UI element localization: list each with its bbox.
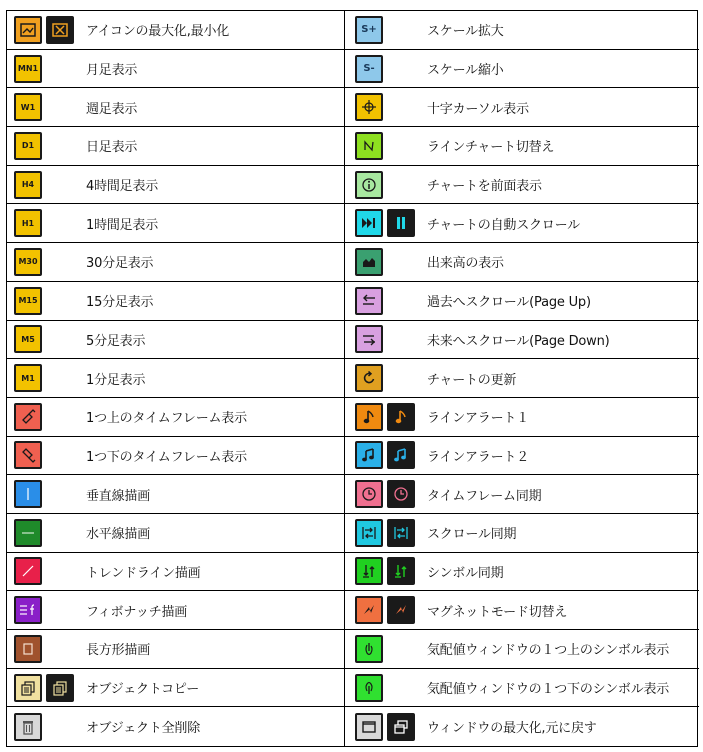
- fibonacci-icon: [14, 596, 42, 624]
- h1-icon: [14, 209, 42, 237]
- icon-group: [355, 16, 423, 44]
- row-label: マグネットモード切替え: [427, 604, 568, 620]
- m15-icon: [14, 287, 42, 315]
- crosshair-icon: [355, 93, 383, 121]
- maximize-icon: [14, 16, 42, 44]
- row-label: フィボナッチ描画: [86, 604, 188, 620]
- row-label: チャートを前面表示: [427, 179, 542, 195]
- icon-group: [355, 713, 423, 741]
- icon-group: [355, 596, 423, 624]
- row-label: オブジェクトコピー: [86, 682, 199, 698]
- table-row: [345, 50, 699, 89]
- row-label: ラインアラート２: [427, 449, 530, 465]
- row-label: ラインアラート１: [427, 411, 530, 427]
- icon-group: [14, 557, 82, 585]
- copy-icon: [14, 674, 42, 702]
- row-label: 1分足表示: [86, 372, 146, 388]
- chart-front-icon: [355, 171, 383, 199]
- row-label: 過去へスクロール(Page Up): [427, 295, 591, 311]
- row-label: 長方形描画: [86, 643, 151, 659]
- icon-group: [14, 480, 82, 508]
- magnet-dark-icon: [387, 596, 415, 624]
- icon-group: [14, 209, 82, 237]
- table-row: [7, 475, 345, 514]
- scroll-past-icon: [355, 287, 383, 315]
- table-row: [7, 707, 345, 746]
- table-row: [345, 553, 699, 592]
- table-row: [7, 321, 345, 360]
- row-label: 日足表示: [86, 140, 138, 156]
- icon-caption: M5: [21, 334, 35, 344]
- window-maximize-icon: [355, 713, 383, 741]
- window-restore-icon: [387, 713, 415, 741]
- icon-caption: MN1: [17, 64, 39, 74]
- row-label: 1時間足表示: [86, 217, 159, 233]
- row-label: 4時間足表示: [86, 179, 159, 195]
- table-row: [345, 243, 699, 282]
- table-row: [7, 88, 345, 127]
- scale-down-icon: [355, 55, 383, 83]
- icon-caption: M15: [18, 296, 38, 306]
- icon-group: [355, 55, 423, 83]
- row-label: 5分足表示: [86, 333, 146, 349]
- icon-caption: M1: [21, 373, 35, 383]
- table-row: [7, 11, 345, 50]
- icon-group: [14, 519, 82, 547]
- table-row: [7, 398, 345, 437]
- table-row: [7, 166, 345, 205]
- row-label: ラインチャート切替え: [427, 140, 555, 156]
- icon-group: [14, 287, 82, 315]
- table-row: [345, 475, 699, 514]
- table-row: [345, 321, 699, 360]
- d1-icon: [14, 132, 42, 160]
- trash-icon: [14, 713, 42, 741]
- icon-caption: W1: [20, 102, 36, 112]
- table-row: [7, 514, 345, 553]
- icon-group: [355, 248, 423, 276]
- table-row: [345, 359, 699, 398]
- autoscroll-icon: [355, 209, 383, 237]
- row-label: シンボル同期: [427, 565, 504, 581]
- table-row: [7, 553, 345, 592]
- table-row: [7, 50, 345, 89]
- table-row: [7, 591, 345, 630]
- line-alert-2-dark-icon: [387, 441, 415, 469]
- copy-dark-icon: [46, 674, 74, 702]
- scroll-sync-dark-icon: [387, 519, 415, 547]
- horizontal-line-icon: [14, 519, 42, 547]
- row-label: 垂直線描画: [86, 488, 151, 504]
- icon-group: [355, 132, 423, 160]
- row-label: 1つ下のタイムフレーム表示: [86, 449, 247, 465]
- h4-icon: [14, 171, 42, 199]
- icon-group: [14, 325, 82, 353]
- row-label: スクロール同期: [427, 527, 517, 543]
- m30-icon: [14, 248, 42, 276]
- table-row: [345, 669, 699, 708]
- row-label: 気配値ウィンドウの１つ上のシンボル表示: [427, 643, 670, 659]
- icon-group: [14, 674, 82, 702]
- timeframe-down-icon: [14, 441, 42, 469]
- table-row: [7, 669, 345, 708]
- icon-group: [355, 171, 423, 199]
- icon-caption: H4: [21, 180, 35, 190]
- row-label: 気配値ウィンドウの１つ下のシンボル表示: [427, 682, 670, 698]
- icon-group: [14, 248, 82, 276]
- row-label: オブジェクト全削除: [86, 721, 201, 737]
- mn1-icon: [14, 55, 42, 83]
- icon-group: [14, 403, 82, 431]
- icon-group: [14, 93, 82, 121]
- timeframe-sync-icon: [355, 480, 383, 508]
- table-row: [7, 359, 345, 398]
- trendline-icon: [14, 557, 42, 585]
- row-label: 週足表示: [86, 101, 138, 117]
- minimize-icon: [46, 16, 74, 44]
- vertical-line-icon: [14, 480, 42, 508]
- w1-icon: [14, 93, 42, 121]
- icon-group: [355, 325, 423, 353]
- icon-group: [355, 209, 423, 237]
- icon-group: [14, 364, 82, 392]
- icon-group: [355, 557, 423, 585]
- icon-group: [14, 635, 82, 663]
- icon-group: [14, 441, 82, 469]
- autoscroll-pause-icon: [387, 209, 415, 237]
- icon-group: [14, 713, 82, 741]
- magnet-icon: [355, 596, 383, 624]
- table-row: [7, 127, 345, 166]
- line-chart-icon: [355, 132, 383, 160]
- volume-icon: [355, 248, 383, 276]
- m5-icon: [14, 325, 42, 353]
- scroll-sync-icon: [355, 519, 383, 547]
- line-alert-1-dark-icon: [387, 403, 415, 431]
- icon-group: [355, 93, 423, 121]
- table-row: [345, 514, 699, 553]
- icon-reference-table: [6, 10, 698, 747]
- table-row: [345, 282, 699, 321]
- table-row: [345, 398, 699, 437]
- table-row: [345, 591, 699, 630]
- line-alert-1-icon: [355, 403, 383, 431]
- icon-group: [14, 16, 82, 44]
- icon-caption: M30: [18, 257, 38, 267]
- table-row: [345, 166, 699, 205]
- icon-caption: S-: [363, 63, 375, 75]
- table-row: [345, 11, 699, 50]
- row-label: ウィンドウの最大化,元に戻す: [427, 721, 597, 737]
- table-row: [7, 437, 345, 476]
- icon-group: [14, 171, 82, 199]
- refresh-icon: [355, 364, 383, 392]
- table-row: [345, 127, 699, 166]
- icon-caption: S+: [361, 24, 377, 36]
- row-label: 15分足表示: [86, 295, 154, 311]
- row-label: トレンドライン描画: [86, 565, 201, 581]
- row-label: 1つ上のタイムフレーム表示: [86, 411, 247, 427]
- icon-group: [355, 480, 423, 508]
- row-label: スケール縮小: [427, 63, 504, 79]
- row-label: 未来へスクロール(Page Down): [427, 333, 610, 349]
- icon-caption: H1: [21, 218, 35, 228]
- table-row: [345, 630, 699, 669]
- timeframe-up-icon: [14, 403, 42, 431]
- icon-group: [355, 674, 423, 702]
- table-row: [345, 88, 699, 127]
- table-row: [7, 204, 345, 243]
- table-row: [7, 282, 345, 321]
- row-label: チャートの更新: [427, 372, 517, 388]
- scale-up-icon: [355, 16, 383, 44]
- row-label: 出来高の表示: [427, 256, 504, 272]
- row-label: 水平線描画: [86, 527, 151, 543]
- icon-group: [355, 635, 423, 663]
- icon-caption: D1: [21, 141, 35, 151]
- line-alert-2-icon: [355, 441, 383, 469]
- scroll-future-icon: [355, 325, 383, 353]
- symbol-up-icon: [355, 635, 383, 663]
- table-row: [7, 630, 345, 669]
- icon-group: [14, 132, 82, 160]
- table-row: [345, 204, 699, 243]
- table-row: [7, 243, 345, 282]
- row-label: 月足表示: [86, 63, 138, 79]
- rectangle-icon: [14, 635, 42, 663]
- m1-icon: [14, 364, 42, 392]
- row-label: チャートの自動スクロール: [427, 217, 580, 233]
- table-row: [345, 707, 699, 746]
- row-label: スケール拡大: [427, 24, 504, 40]
- table-row: [345, 437, 699, 476]
- icon-group: [355, 519, 423, 547]
- symbol-down-icon: [355, 674, 383, 702]
- icon-group: [355, 364, 423, 392]
- symbol-sync-icon: [355, 557, 383, 585]
- symbol-sync-dark-icon: [387, 557, 415, 585]
- row-label: アイコンの最大化,最小化: [86, 24, 230, 40]
- row-label: タイムフレーム同期: [427, 488, 542, 504]
- row-label: 十字カーソル表示: [427, 101, 529, 117]
- icon-group: [355, 403, 423, 431]
- row-label: 30分足表示: [86, 256, 154, 272]
- icon-group: [14, 596, 82, 624]
- icon-group: [355, 441, 423, 469]
- icon-group: [14, 55, 82, 83]
- icon-group: [355, 287, 423, 315]
- timeframe-sync-dark-icon: [387, 480, 415, 508]
